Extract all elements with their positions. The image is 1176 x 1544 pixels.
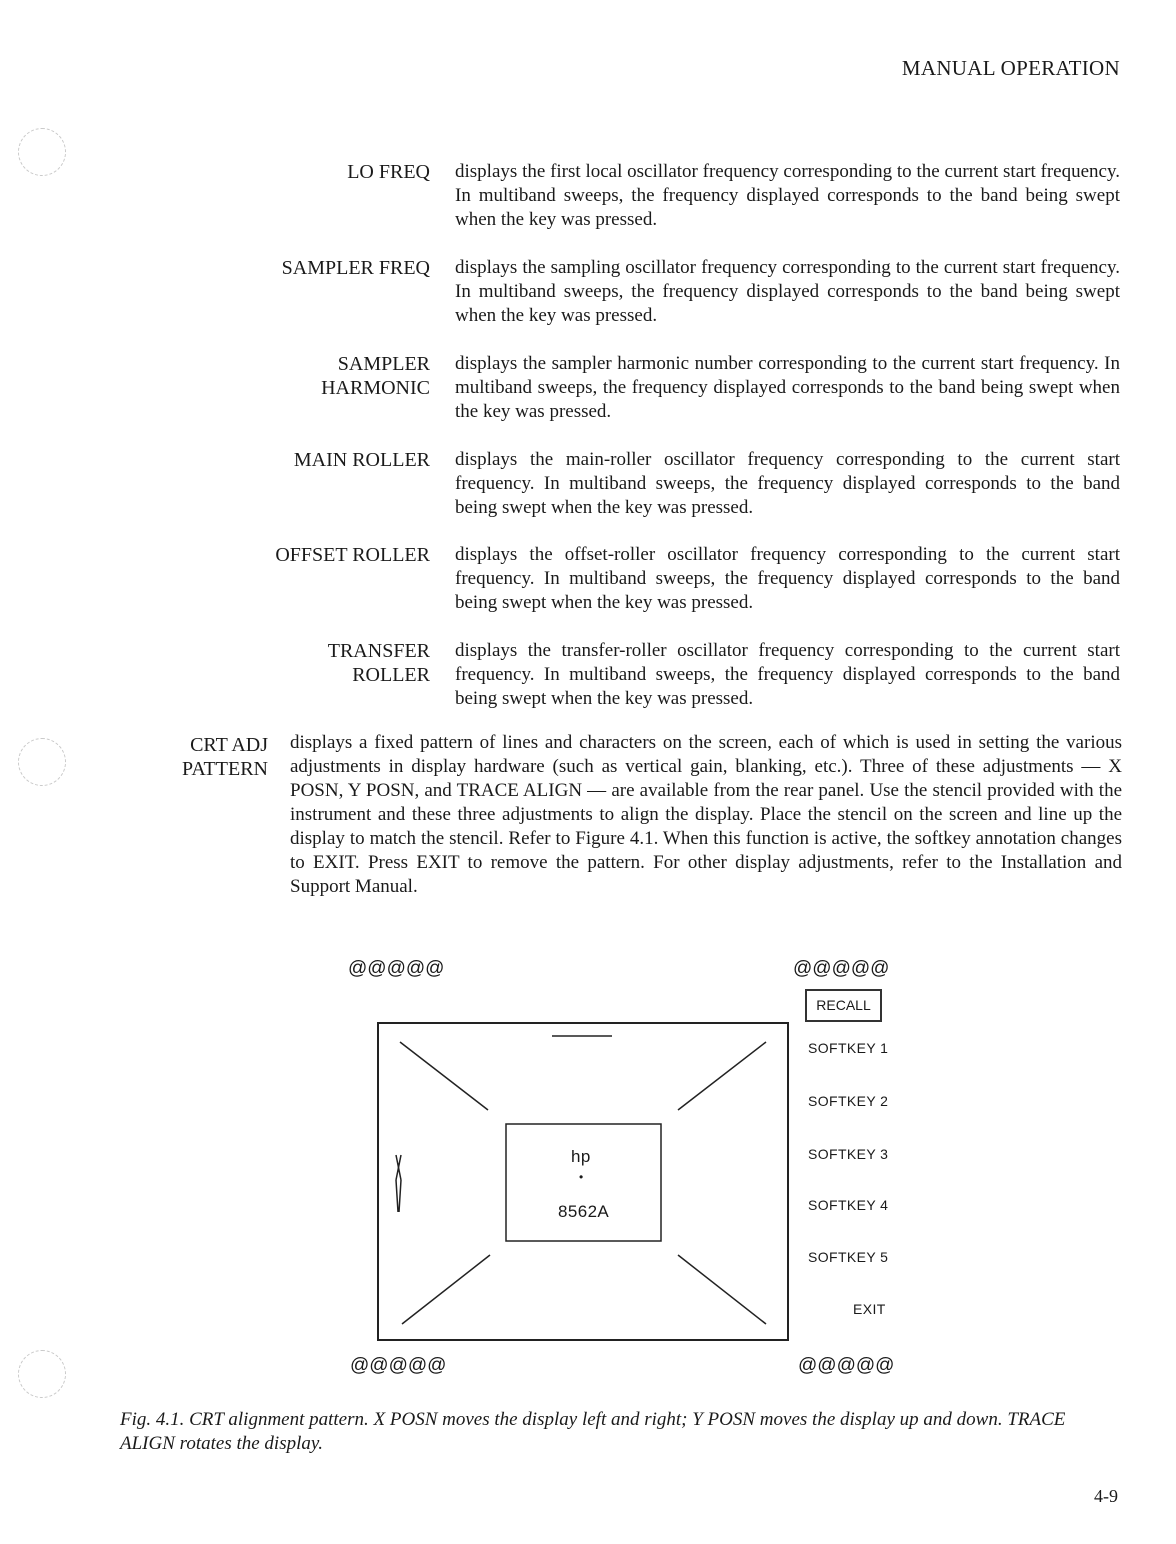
crt-adj-pattern-description: displays a fixed pattern of lines and characters on the screen, each of which is used in setting the various adjustments in display hardware (such as vertical gain, blanking, etc.). Three of these adjustments — X POSN, Y POSN, and TRACE ALIGN — are available from the rear panel. Use the stencil provided with the instrument and these three adjustments to align the display. Place the stencil on the screen and line up the display to match the stencil. Refer to Figure 4.1. When this function is active, the softkey annotation changes to EXIT. Press EXIT to remove the pattern. For other display adjustments, refer to the Installation and Support Manual. xyxy=(290,732,1122,897)
softkey-2: SOFTKEY 2 xyxy=(808,1093,889,1109)
diagonal-bottom-left xyxy=(402,1255,490,1324)
center-dot: • xyxy=(579,1170,584,1184)
corner-mark-top-left: @@@@@ xyxy=(348,958,445,979)
softkey-4: SOFTKEY 4 xyxy=(808,1197,889,1213)
softkey-recall: RECALL xyxy=(805,989,882,1022)
binder-hole-middle xyxy=(18,738,66,786)
entry-description: displays the first local oscillator frequency corresponding to the current start frequency. In multiband sweeps, the frequency displayed corresponds to the band being swept when the key was pressed. xyxy=(455,161,1120,230)
entry-term: TRANSFER ROLLER xyxy=(327,640,430,686)
left-marker-stroke xyxy=(399,1180,401,1212)
hp-logo-text: hp xyxy=(571,1147,591,1166)
corner-mark-bottom-left: @@@@@ xyxy=(350,1355,447,1376)
diagonal-top-right xyxy=(678,1042,766,1110)
diagonal-top-left xyxy=(400,1042,488,1110)
page-number: 4-9 xyxy=(1094,1486,1118,1506)
binder-hole-bottom xyxy=(18,1350,66,1398)
entry-term: SAMPLER HARMONIC xyxy=(321,353,430,399)
entry-term: MAIN ROLLER xyxy=(293,449,430,471)
crt-alignment-figure xyxy=(330,950,910,1390)
model-number: 8562A xyxy=(558,1202,610,1221)
corner-mark-top-right: @@@@@ xyxy=(793,958,890,979)
binder-hole-top xyxy=(18,128,66,176)
entry-description: displays the offset-roller oscillator frequency corresponding to the current start frequency. In multiband sweeps, the frequency displayed corresponds to the band being swept when the key was pressed. xyxy=(455,544,1120,613)
softkey-1: SOFTKEY 1 xyxy=(808,1040,889,1056)
entry-term: SAMPLER FREQ xyxy=(281,257,430,279)
softkey-exit: EXIT xyxy=(853,1301,886,1317)
diagonal-bottom-right xyxy=(678,1255,766,1324)
corner-mark-bottom-right: @@@@@ xyxy=(798,1355,895,1376)
left-marker-stroke xyxy=(396,1180,398,1212)
entry-description: displays the main-roller oscillator frequency corresponding to the current start frequency. In multiband sweeps, the frequency displayed corresponds to the band being swept when the key was pressed. xyxy=(455,449,1120,518)
entry-term: LO FREQ xyxy=(347,161,430,183)
entry-description: displays the transfer-roller oscillator frequency corresponding to the current start frequency. In multiband sweeps, the frequency displayed corresponds to the band being swept when the key was pressed. xyxy=(455,640,1120,709)
figure-caption: Fig. 4.1. CRT alignment pattern. X POSN moves the display left and right; Y POSN moves the display up and down. TRACE ALIGN rotates the display. xyxy=(120,1409,1066,1454)
entry-description: displays the sampler harmonic number corresponding to the current start frequency. In multiband sweeps, the frequency displayed corresponds to the band being swept when the key was pressed. xyxy=(455,353,1120,422)
running-head: MANUAL OPERATION xyxy=(901,56,1120,80)
entry-description: displays the sampling oscillator frequency corresponding to the current start frequency. In multiband sweeps, the frequency displayed corresponds to the band being swept when the key was pressed. xyxy=(455,257,1120,326)
softkey-3: SOFTKEY 3 xyxy=(808,1146,889,1162)
entry-term: OFFSET ROLLER xyxy=(275,544,430,566)
crt-adj-pattern-term: CRT ADJ PATTERN xyxy=(182,734,268,780)
softkey-5: SOFTKEY 5 xyxy=(808,1249,889,1265)
